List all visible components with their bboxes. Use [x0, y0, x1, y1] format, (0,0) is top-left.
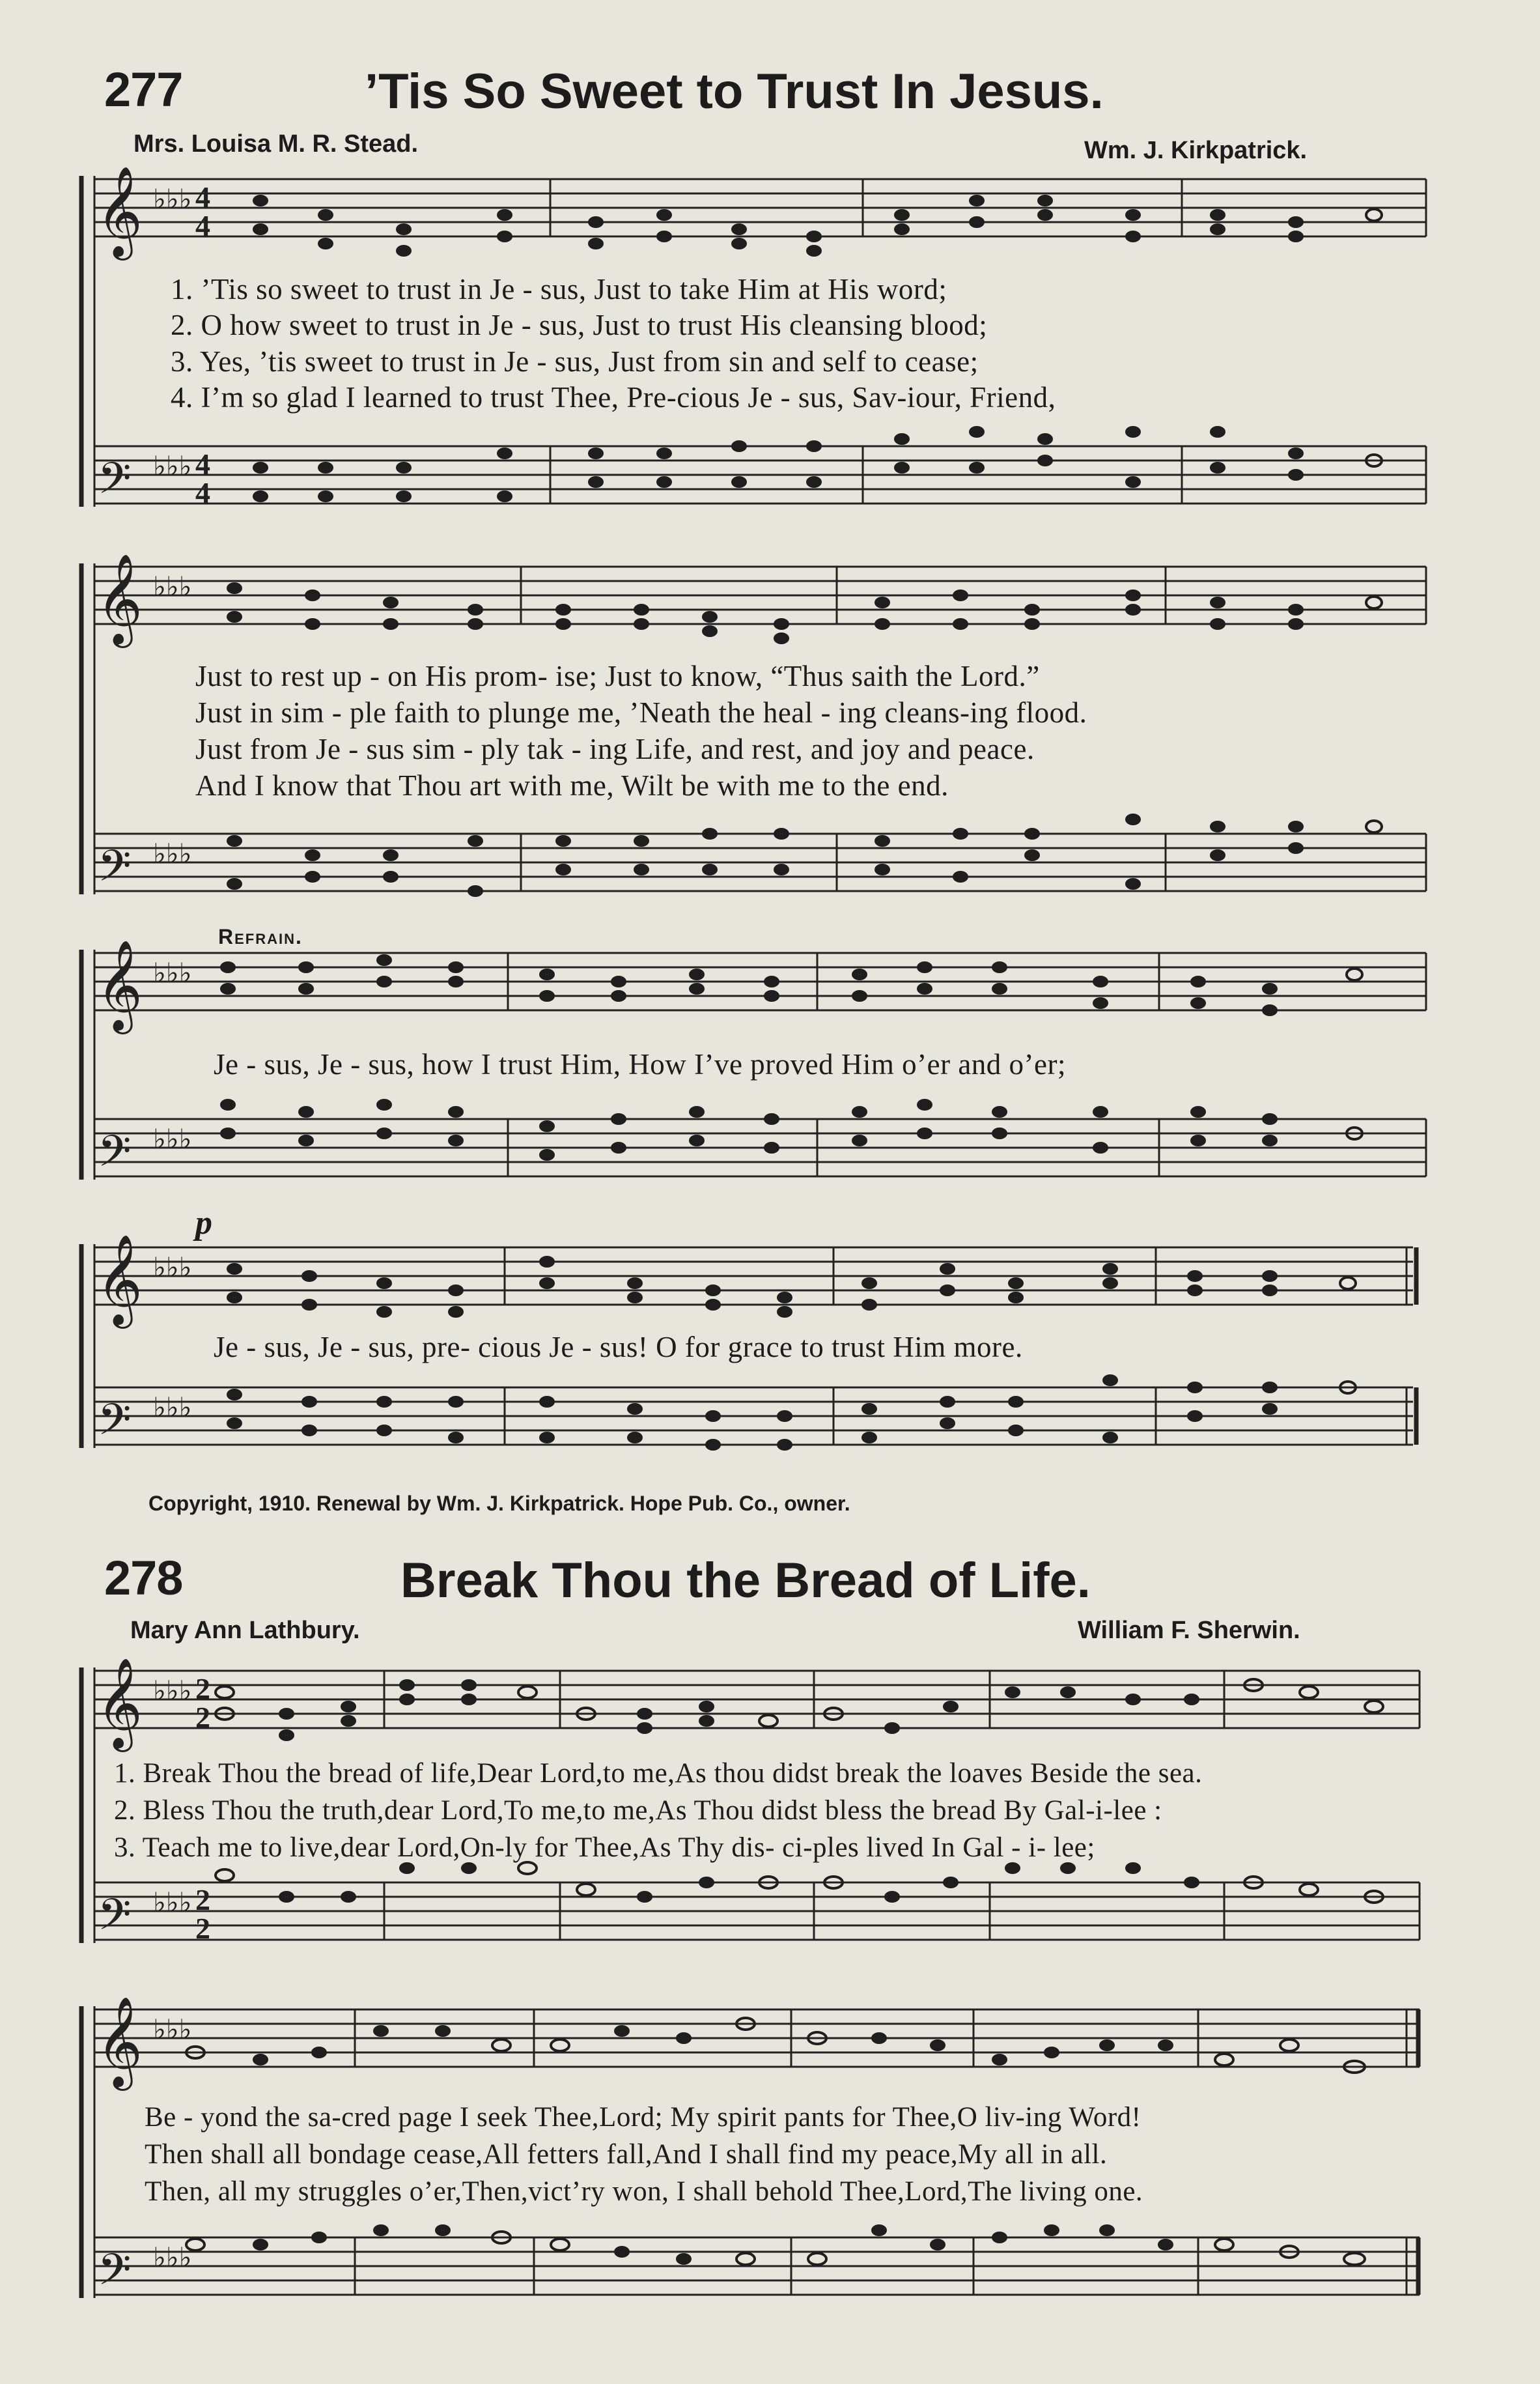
hymn-277-verse-4-line-b: And I know that Thou art with me, Wilt be with me to the end. — [195, 769, 949, 802]
svg-text:♭♭♭: ♭♭♭ — [153, 450, 192, 482]
svg-text:𝄢: 𝄢 — [98, 1126, 132, 1187]
svg-text:♭♭♭: ♭♭♭ — [153, 1675, 192, 1707]
svg-text:♭♭♭: ♭♭♭ — [153, 838, 192, 870]
svg-text:𝄢: 𝄢 — [98, 1890, 132, 1950]
svg-text:♭♭♭: ♭♭♭ — [153, 2241, 192, 2273]
hymn-277-number: 277 — [104, 63, 183, 117]
hymn-278-verse-1-line-a: 1. Break Thou the bread of life,Dear Lord,to me,As thou didst break the loaves Beside the sea. — [114, 1758, 1203, 1789]
hymn-278-verse-2-line-a: 2. Bless Thou the truth,dear Lord,To me,to me,As Thou didst bless the bread By Gal-i-lee : — [114, 1795, 1162, 1826]
hymn-277-copyright: Copyright, 1910. Renewal by Wm. J. Kirkpatrick. Hope Pub. Co., owner. — [148, 1492, 850, 1515]
hymn-277-verse-2-line-b: Just in sim - ple faith to plunge me, ’Neath the heal - ing cleans-ing flood. — [195, 696, 1087, 729]
svg-text:𝄞: 𝄞 — [96, 1234, 143, 1325]
svg-text:𝄢: 𝄢 — [98, 841, 132, 901]
svg-text:𝄞: 𝄞 — [96, 166, 143, 257]
hymn-277-verse-1-line-b: Just to rest up - on His prom- ise; Just to know, “Thus saith the Lord.” — [195, 660, 1040, 692]
hymn-277-refrain-line-1: Je - sus, Je - sus, how I trust Him, How I’ve proved Him o’er and o’er; — [214, 1048, 1066, 1081]
hymn-277-title: ’Tis So Sweet to Trust In Jesus. — [365, 64, 1104, 119]
svg-text:𝄞: 𝄞 — [96, 554, 143, 644]
svg-text:♭♭♭: ♭♭♭ — [153, 183, 192, 215]
svg-text:𝄢: 𝄢 — [98, 2245, 132, 2305]
refrain-label: Refrain. — [218, 925, 303, 948]
hymn-278-verse-3-line-a: 3. Teach me to live,dear Lord,On-ly for Thee,As Thy dis- ci-ples lived In Gal - i- lee; — [114, 1832, 1095, 1863]
svg-text:𝄢: 𝄢 — [98, 1395, 132, 1455]
hymn-277-verse-1-line-a: 1. ’Tis so sweet to trust in Je - sus, Just to take Him at His word; — [171, 273, 947, 305]
svg-text:2: 2 — [195, 1672, 210, 1705]
hymn-277-verse-2-line-a: 2. O how sweet to trust in Je - sus, Just to trust His cleansing blood; — [171, 309, 988, 341]
hymn-277-refrain-line-2: Je - sus, Je - sus, pre- cious Je - sus! O for grace to trust Him more. — [214, 1331, 1023, 1363]
hymn-278-music-credit: William F. Sherwin. — [1078, 1617, 1300, 1644]
svg-text:4: 4 — [195, 180, 210, 214]
svg-text:𝄞: 𝄞 — [96, 1996, 143, 2087]
svg-text:♭♭♭: ♭♭♭ — [153, 1391, 192, 1423]
svg-text:2: 2 — [195, 1883, 210, 1916]
svg-text:𝄞: 𝄞 — [96, 1658, 143, 1748]
hymn-277-verse-4-line-a: 4. I’m so glad I learned to trust Thee, Pre-cious Je - sus, Sav-iour, Friend, — [171, 381, 1056, 414]
system-277-1-treble — [94, 179, 1426, 236]
hymn-278-verse-2-line-b: Then shall all bondage cease,All fetters fall,And I shall find my peace,My all in all. — [145, 2139, 1108, 2170]
hymn-277-music-credit: Wm. J. Kirkpatrick. — [1084, 137, 1308, 164]
svg-text:♭♭♭: ♭♭♭ — [153, 1123, 192, 1155]
hymn-277-words-credit: Mrs. Louisa M. R. Stead. — [133, 130, 419, 158]
svg-text:♭♭♭: ♭♭♭ — [153, 571, 192, 603]
svg-text:4: 4 — [195, 209, 210, 242]
svg-text:2: 2 — [195, 1912, 210, 1945]
svg-text:4: 4 — [195, 476, 210, 509]
hymn-278-number: 278 — [104, 1551, 183, 1605]
hymn-277-verse-3-line-b: Just from Je - sus sim - ply tak - ing Life, and rest, and joy and peace. — [195, 733, 1035, 765]
svg-text:4: 4 — [195, 447, 210, 481]
svg-text:2: 2 — [195, 1701, 210, 1734]
hymn-278-verse-1-line-b: Be - yond the sa-cred page I seek Thee,Lord; My spirit pants for Thee,O liv-ing Word! — [145, 2102, 1141, 2133]
svg-text:♭♭♭: ♭♭♭ — [153, 957, 192, 989]
hymn-278-title: Break Thou the Bread of Life. — [400, 1553, 1091, 1608]
system-277-1-bass — [94, 446, 1426, 504]
hymn-278-verse-3-line-b: Then, all my struggles o’er,Then,vict’ry won, I shall behold Thee,Lord,The living one. — [145, 2176, 1143, 2207]
svg-text:𝄢: 𝄢 — [98, 453, 132, 514]
svg-text:𝄞: 𝄞 — [96, 940, 143, 1030]
svg-text:♭♭♭: ♭♭♭ — [153, 2013, 192, 2045]
svg-text:♭♭♭: ♭♭♭ — [153, 1886, 192, 1918]
hymn-277-verse-3-line-a: 3. Yes, ’tis sweet to trust in Je - sus, Just from sin and self to cease; — [171, 345, 979, 378]
hymn-278-words-credit: Mary Ann Lathbury. — [130, 1617, 360, 1644]
svg-text:♭♭♭: ♭♭♭ — [153, 1251, 192, 1283]
dynamic-marking-piano: p — [195, 1204, 212, 1242]
